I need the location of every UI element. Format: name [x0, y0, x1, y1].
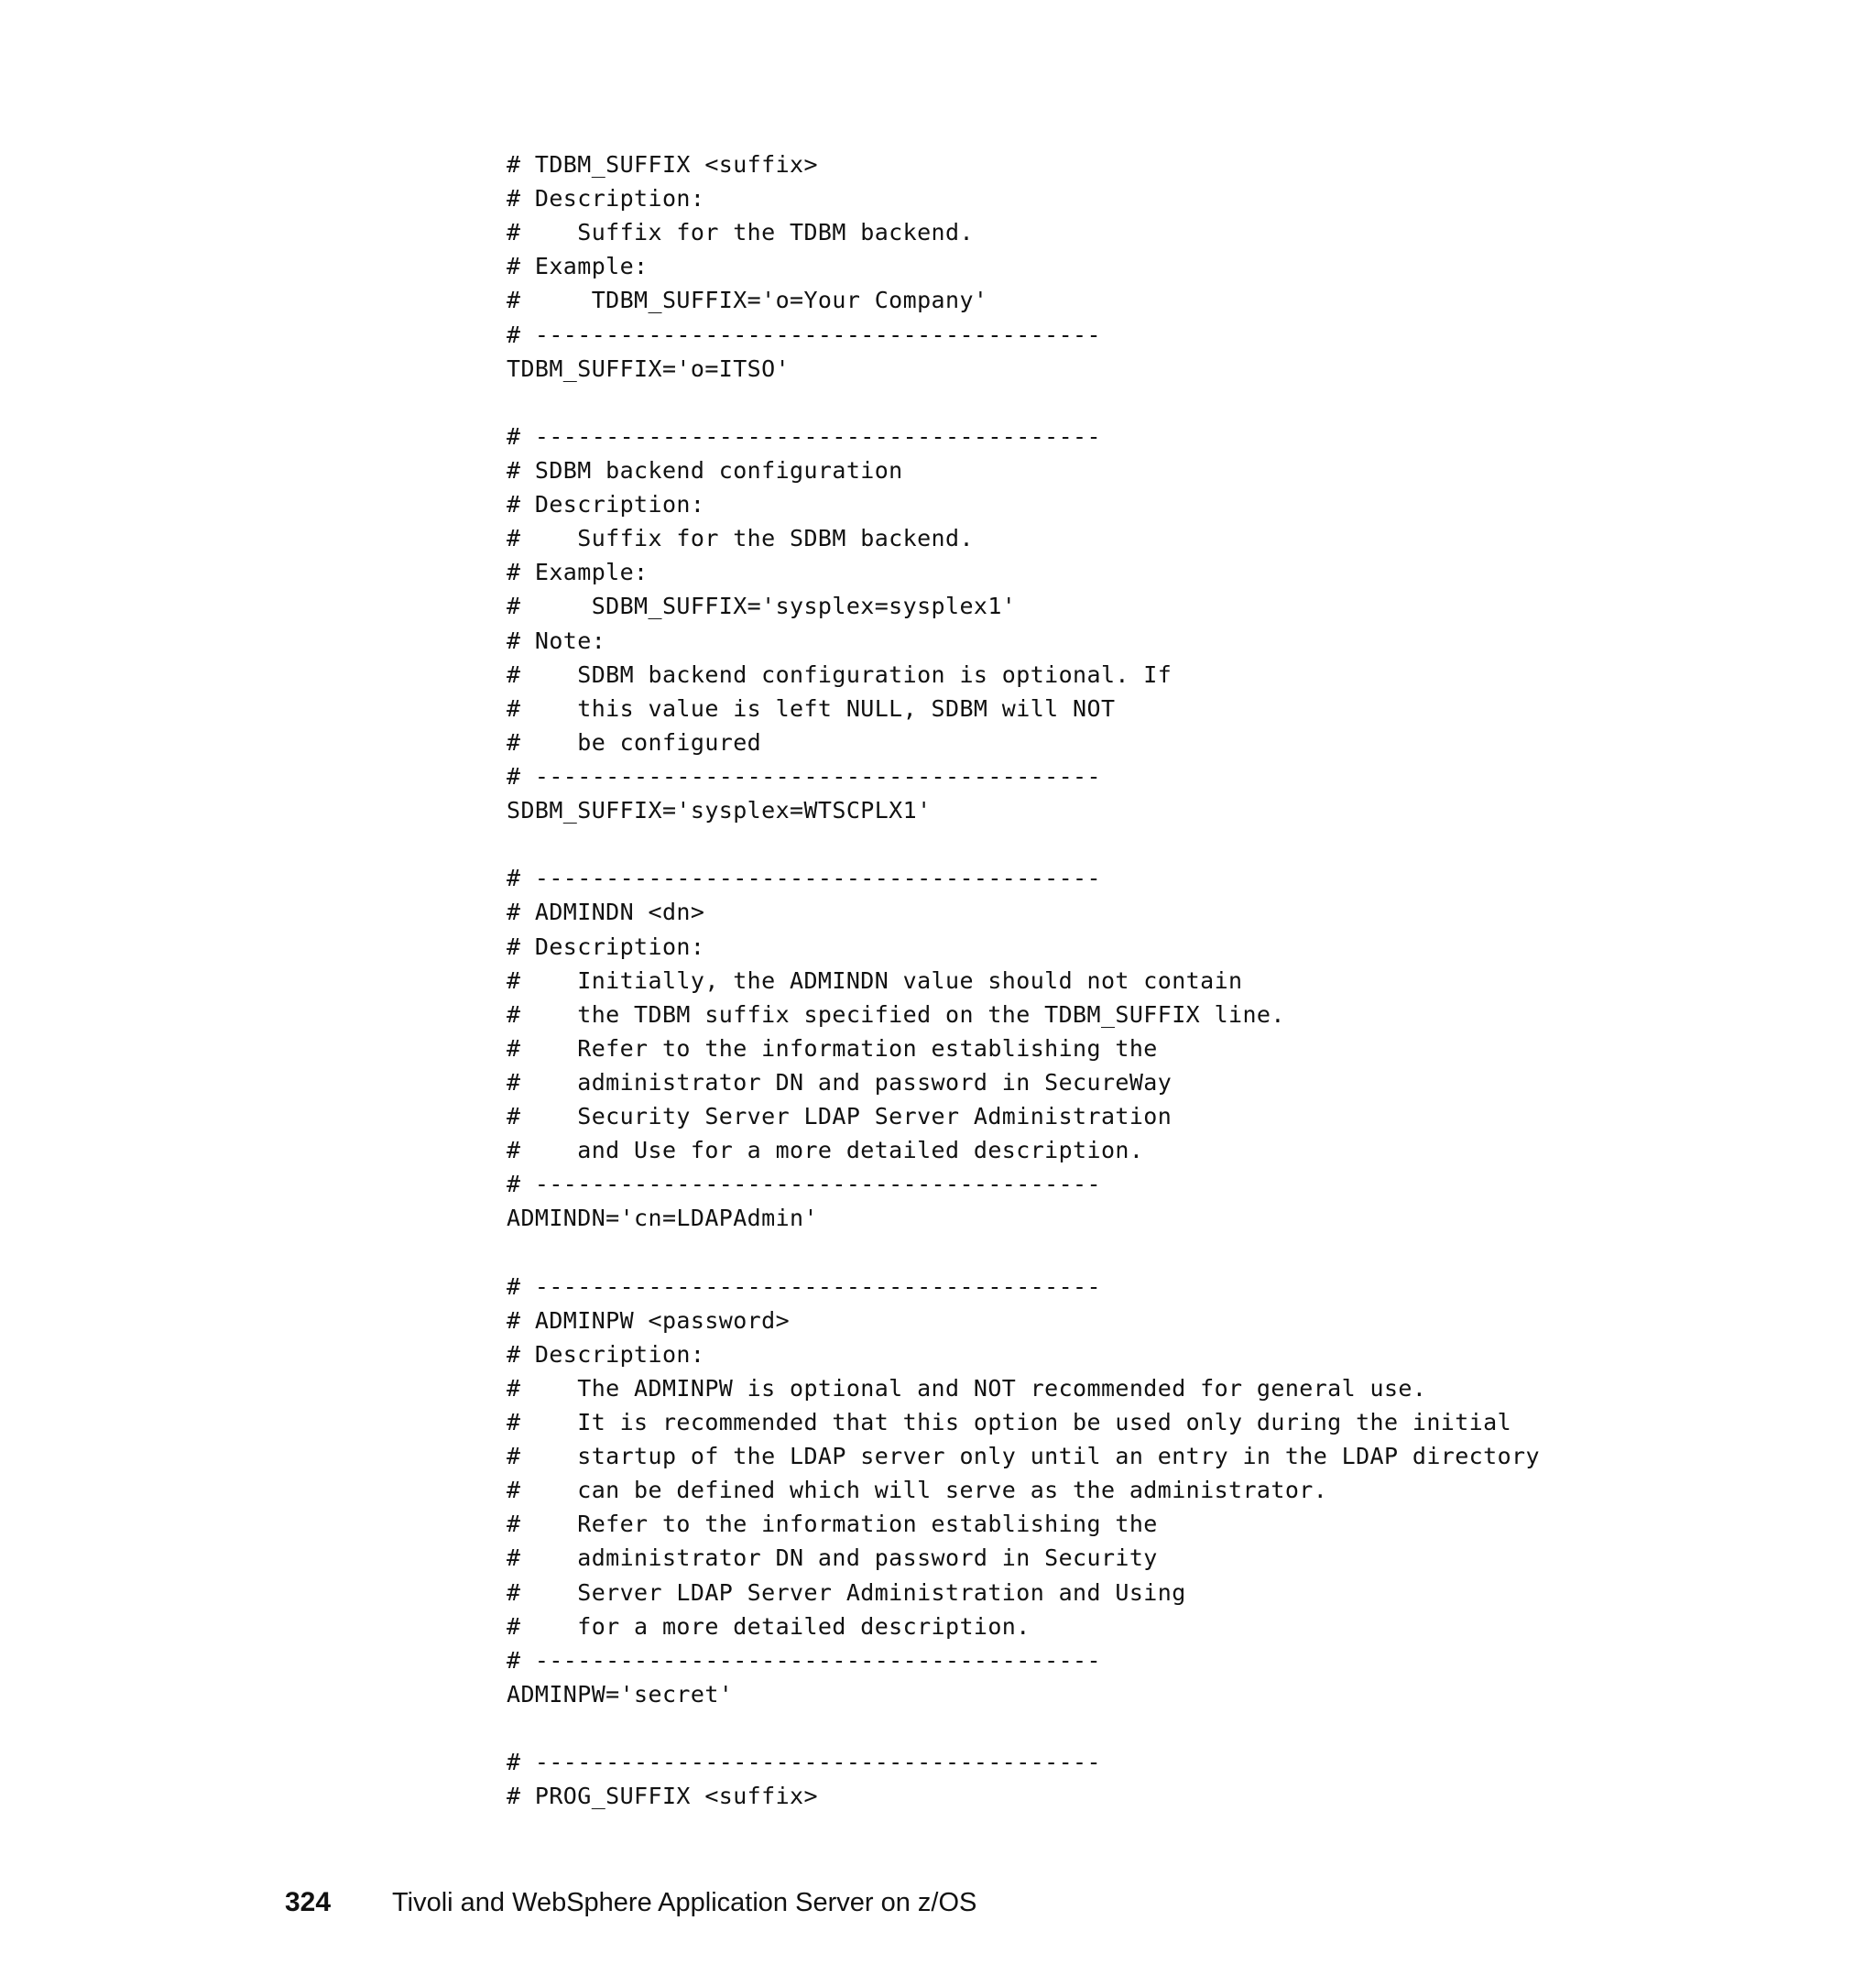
code-line: # It is recommended that this option be used only during the initial	[507, 1409, 1512, 1436]
page-footer	[285, 1887, 976, 1924]
code-line: # PROG_SUFFIX <suffix>	[507, 1783, 818, 1810]
code-line: # ----------------------------------------	[507, 1171, 1101, 1198]
code-line: # this value is left NULL, SDBM will NOT	[507, 694, 1116, 722]
code-line: # ----------------------------------------	[507, 422, 1101, 450]
code-line: SDBM_SUFFIX='sysplex=WTSCPLX1'	[507, 797, 932, 824]
code-line: ADMINDN='cn=LDAPAdmin'	[507, 1205, 818, 1232]
page-number: 324	[285, 1887, 332, 1917]
code-line: # Security Server LDAP Server Administration	[507, 1103, 1172, 1130]
code-line	[507, 386, 1540, 420]
code-line: # SDBM backend configuration is optional. If	[507, 660, 1172, 688]
code-line: # Description:	[507, 491, 705, 518]
code-line: # Note:	[507, 627, 606, 654]
code-line: # Description:	[507, 185, 705, 213]
code-line: # The ADMINPW is optional and NOT recommended for general use.	[507, 1374, 1427, 1402]
code-line: TDBM_SUFFIX='o=ITSO'	[507, 355, 791, 382]
code-line	[507, 1236, 1540, 1270]
code-line: # Suffix for the TDBM backend.	[507, 219, 974, 246]
code-line: # administrator DN and password in Security	[507, 1544, 1158, 1572]
code-line: # startup of the LDAP server only until an entry in the LDAP directory	[507, 1443, 1540, 1470]
code-line: # ----------------------------------------	[507, 1749, 1101, 1776]
code-line: # Example:	[507, 559, 649, 586]
code-line: # Example:	[507, 253, 649, 280]
code-line: # TDBM_SUFFIX <suffix>	[507, 151, 818, 178]
code-line: # Server LDAP Server Administration and Using	[507, 1578, 1186, 1606]
code-line: # ----------------------------------------	[507, 762, 1101, 790]
code-line: # ADMINPW <password>	[507, 1306, 791, 1334]
code-line: # Description:	[507, 1340, 705, 1368]
code-line	[507, 827, 1540, 861]
code-line: ADMINPW='secret'	[507, 1680, 734, 1708]
code-line: # SDBM backend configuration	[507, 456, 903, 484]
code-line: # and Use for a more detailed description.	[507, 1137, 1144, 1164]
code-line: # Suffix for the SDBM backend.	[507, 525, 974, 552]
code-line: # ----------------------------------------	[507, 865, 1101, 892]
code-line: # ADMINDN <dn>	[507, 899, 705, 926]
code-line: # the TDBM suffix specified on the TDBM_SUFFIX line.	[507, 1000, 1285, 1028]
code-line: # Initially, the ADMINDN value should not contain	[507, 966, 1243, 994]
code-line: # SDBM_SUFFIX='sysplex=sysplex1'	[507, 593, 1017, 620]
code-line: # TDBM_SUFFIX='o=Your Company'	[507, 287, 988, 314]
code-line: # for a more detailed description.	[507, 1612, 1031, 1640]
code-listing	[507, 147, 1540, 1813]
code-line: # ----------------------------------------	[507, 321, 1101, 348]
code-line: # Refer to the information establishing the	[507, 1511, 1158, 1538]
code-line	[507, 1711, 1540, 1745]
code-line: # can be defined which will serve as the administrator.	[507, 1477, 1328, 1504]
code-line: # administrator DN and password in SecureWay	[507, 1068, 1172, 1096]
code-line: # be configured	[507, 728, 762, 756]
code-line: # Refer to the information establishing the	[507, 1034, 1158, 1062]
code-line: # Description:	[507, 933, 705, 960]
code-line: # ----------------------------------------	[507, 1646, 1101, 1674]
book-title: Tivoli and WebSphere Application Server on z/OS	[392, 1888, 977, 1917]
code-line: # ----------------------------------------	[507, 1272, 1101, 1300]
